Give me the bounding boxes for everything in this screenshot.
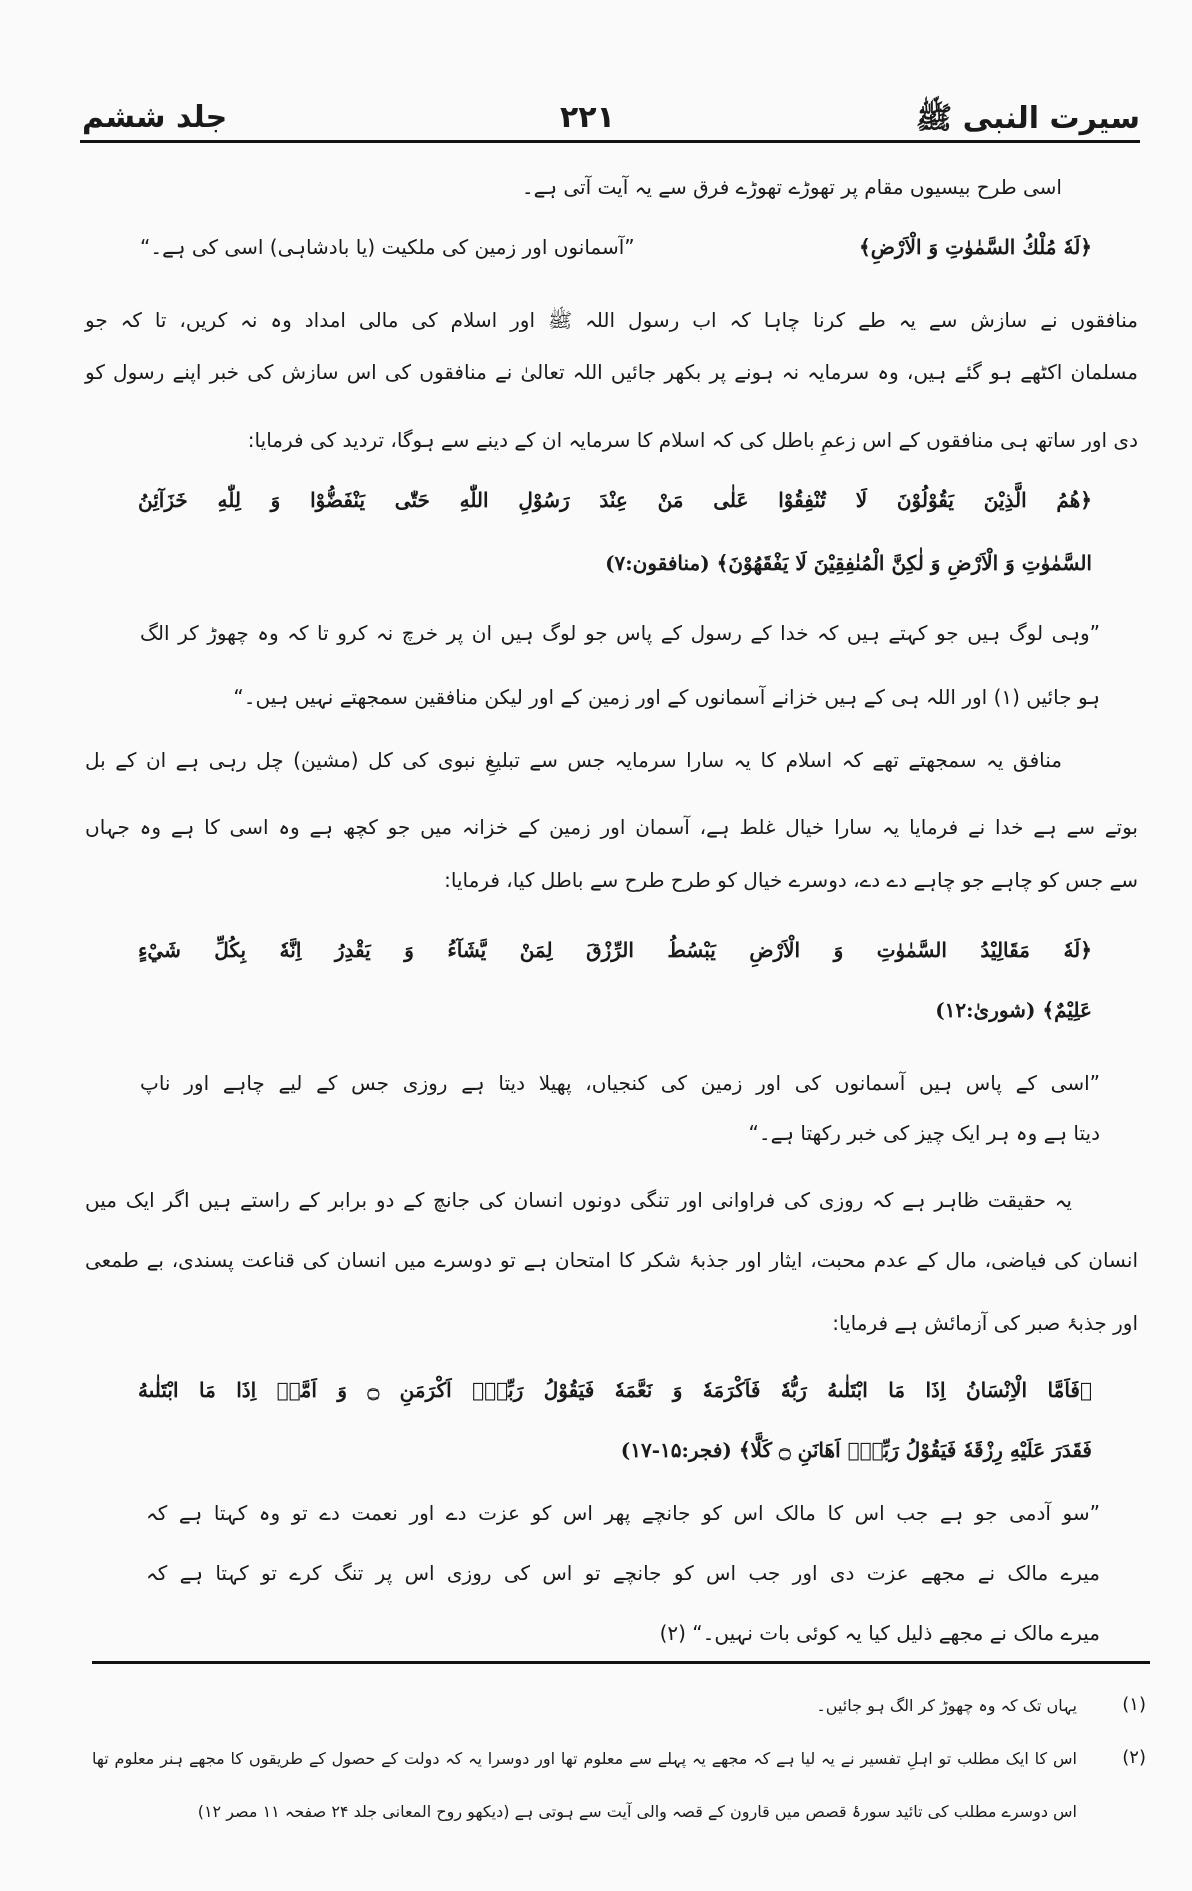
footnote-rule (92, 1661, 1150, 1664)
body-line: سے جس کو چاہے جو چاہے دے دے، دوسرے خیال کو طرح طرح سے باطل کیا، فرمایا: (444, 868, 1138, 892)
body-line: منافق یہ سمجھتے تھے کہ اسلام کا یہ سارا سرمایہ جس سے تبلیغِ نبوی کی کل (مشین) چل رہی ہے ان کے بل (85, 748, 1062, 772)
running-header-book-title: سیرت النبی ﷺ (915, 101, 1140, 136)
footnote-marker: (۱) (1122, 1694, 1146, 1715)
body-line: منافقوں نے سازش سے یہ طے کرنا چاہا کہ اب رسول اللہ ﷺ اور اسلام کی مالی امداد وہ نہ کریں، تا کہ جو (85, 308, 1138, 332)
header-rule (80, 140, 1140, 143)
page-number: ۲۲۱ (560, 100, 615, 135)
ayah-line: ﴿فَاَمَّا الْاِنْسَانُ اِذَا مَا ابْتَلٰىهُ رَبُّهٗ فَاَكْرَمَهٗ وَ نَعَّمَهٗ فَيَقُوْلُ رَبِّيْۤ اَكْرَمَنِ ۝ وَ اَمَّاۤ اِذَا مَا ابْتَلٰىهُ (138, 1378, 1092, 1402)
ayah-line: ﴿لَهٗ مَقَالِيْدُ السَّمٰوٰتِ وَ الْاَرْضِ يَبْسُطُ الرِّزْقَ لِمَنْ يَّشَآءُ وَ يَقْدِرُ اِنَّهٗ بِكُلِّ شَيْءٍ (138, 938, 1092, 962)
ayah-line (140, 232, 1092, 262)
footnote-text: اس کا ایک مطلب تو اہلِ تفسیر نے یہ لیا ہے کہ مجھے یہ پہلے سے معلوم تھا اور دوسرا یہ کہ دولت کے حصول کے طریقوں کا مجھے ہنر معلوم تھا (92, 1749, 1077, 1768)
translation-line: میرے مالک نے مجھے عزت دی اور جب اس کو جانچے تو اس کی روزی اس پر تنگ کرے تو کہتا ہے کہ (146, 1561, 1100, 1585)
body-line: اسی طرح بیسیوں مقام پر تھوڑے تھوڑے فرق سے یہ آیت آتی ہے۔ (521, 175, 1062, 199)
translation-line: ”وہی لوگ ہیں جو کہتے ہیں کہ خدا کے رسول کے پاس جو لوگ ہیں ان پر خرچ نہ کرو تا کہ وہ چھوڑ کر الگ (140, 621, 1100, 645)
translation-line: دیتا ہے وہ ہر ایک چیز کی خبر رکھتا ہے۔“ (748, 1121, 1100, 1145)
ayah-line: عَلِيْمٌ﴾ (شوریٰ:۱۲) (935, 998, 1092, 1022)
body-line: اور جذبۂ صبر کی آزمائش ہے فرمایا: (832, 1311, 1138, 1335)
body-line: بوتے سے ہے خدا نے فرمایا یہ سارا خیال غلط ہے، آسمان اور زمین کے خزانہ میں جو کچھ ہے وہ اسی کا ہے وہ جہاں (85, 815, 1138, 839)
ayah-translation: ”آسمانوں اور زمین کی ملکیت (یا بادشاہی) اسی کی ہے۔“ (140, 235, 635, 259)
translation-line: ہو جائیں (۱) اور اللہ ہی کے ہیں خزانے آسمانوں کے اور زمین کے اور لیکن منافقین سمجھتے نہیں ہیں۔“ (233, 685, 1100, 709)
footnote-text: اس دوسرے مطلب کی تائید سورۂ قصص میں قارون کے قصہ والی آیت سے ہوتی ہے (دیکھو روح المعانی جلد ۲۴ صفحہ ۱۱ مصر ۱۲) (197, 1802, 1077, 1821)
running-header-volume: جلد ششم (82, 100, 228, 135)
translation-line: ”سو آدمی جو ہے جب اس کا مالک اس کو جانچے پھر اس کو عزت دے اور نعمت دے تو وہ کہتا ہے کہ (146, 1501, 1100, 1525)
ayah-line: فَقَدَرَ عَلَيْهِ رِزْقَهٗ فَيَقُوْلُ رَبِّيْۤ اَهَانَنِ ۝ كَلَّا﴾ (فجر:۱۵-۱۷) (620, 1438, 1092, 1462)
body-line: دی اور ساتھ ہی منافقوں کے اس زعمِ باطل کی کہ اسلام کا سرمایہ ان کے دینے سے ہوگا، تردید کی فرمایا: (247, 428, 1138, 452)
body-line: یہ حقیقت ظاہر ہے کہ روزی کی فراوانی اور تنگی دونوں انسان کی جانچ کے دو برابر کے راستے ہیں اگر ایک میں (85, 1188, 1072, 1212)
footnote-text: یہاں تک کہ وہ چھوڑ کر الگ ہو جائیں۔ (816, 1696, 1077, 1715)
body-line: مسلمان اکٹھے ہو گئے ہیں، وہ سرمایہ نہ ہونے پر بکھر جائیں اللہ تعالیٰ نے منافقوں کی اس سازش کی خبر اپنے رسول کو (85, 360, 1138, 384)
ayah-line: ﴿هُمُ الَّذِيْنَ يَقُوْلُوْنَ لَا تُنْفِقُوْا عَلٰى مَنْ عِنْدَ رَسُوْلِ اللّٰهِ حَتّٰى يَنْفَضُّوْا وَ لِلّٰهِ خَزَآئِنُ (138, 488, 1092, 512)
body-line: انسان کی فیاضی، مال کے عدم محبت، ایثار اور جذبۂ شکر کا امتحان ہے تو دوسرے میں انسان کی قناعت پسندی، بے طمعی (85, 1248, 1138, 1272)
ayah-line: السَّمٰوٰتِ وَ الْاَرْضِ وَ لٰكِنَّ الْمُنٰفِقِيْنَ لَا يَفْقَهُوْنَ﴾ (منافقون:۷) (605, 551, 1092, 575)
translation-line: ”اسی کے پاس ہیں آسمانوں کی اور زمین کی کنجیاں، پھیلا دیتا ہے روزی جس کے لیے چاہے اور ناپ (140, 1071, 1100, 1095)
ayah-text: ﴿لَهٗ مُلْكُ السَّمٰوٰتِ وَ الْاَرْضِ﴾ (859, 235, 1092, 259)
footnote-marker: (۲) (1122, 1747, 1146, 1768)
translation-line: میرے مالک نے مجھے ذلیل کیا یہ کوئی بات نہیں۔“ (۲) (659, 1621, 1100, 1645)
